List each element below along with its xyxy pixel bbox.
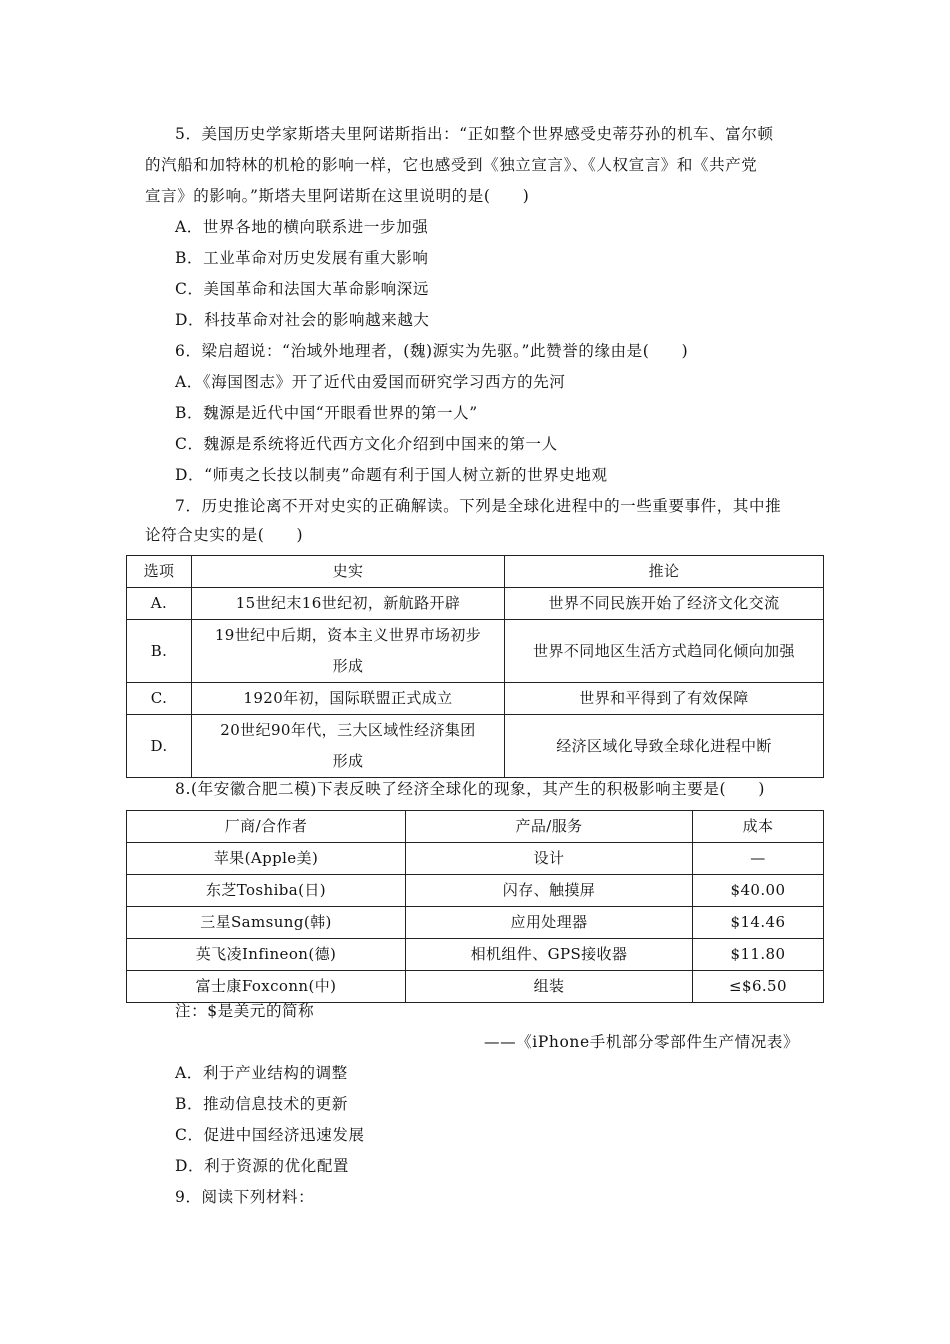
q5-stem-line1: 5．美国历史学家斯塔夫里阿诺斯指出：“正如整个世界感受史蒂芬孙的机车、富尔顿 (175, 125, 774, 143)
table-row (127, 843, 824, 875)
q6-option-b: B．魏源是近代中国“开眼看世界的第一人” (175, 404, 478, 422)
table-header-row (127, 556, 824, 588)
q5-option-b: B．工业革命对历史发展有重大影响 (175, 249, 429, 267)
table-cell: 应用处理器 (406, 907, 693, 939)
table-cell: 世界不同地区生活方式趋同化倾向加强 (505, 620, 824, 683)
table-cell-line: 形成 (332, 752, 364, 770)
table-cell: ≤$6.50 (693, 971, 824, 1003)
table-header-cell: 成本 (693, 811, 824, 843)
q7-table (126, 555, 824, 778)
table-header-cell: 厂商/合作者 (127, 811, 406, 843)
q7-stem-line2: 论符合史实的是( ) (145, 526, 304, 544)
q6-stem: 6．梁启超说：“治域外地理者，(魏)源实为先驱。”此赞誉的缘由是( ) (175, 342, 689, 360)
table-cell: $14.46 (693, 907, 824, 939)
table-cell-line: 19世纪中后期，资本主义世界市场初步 (214, 626, 482, 644)
table-cell: 世界不同民族开始了经济文化交流 (505, 588, 824, 620)
q8-stem: 8.(年安徽合肥二模)下表反映了经济全球化的现象，其产生的积极影响主要是( ) (175, 780, 765, 798)
q9-stem: 9．阅读下列材料： (175, 1188, 315, 1206)
table-cell: 设计 (406, 843, 693, 875)
q8-option-d: D．利于资源的优化配置 (175, 1157, 350, 1175)
table-row (127, 620, 824, 683)
table-cell: 经济区域化导致全球化进程中断 (505, 715, 824, 778)
q5-option-a: A．世界各地的横向联系进一步加强 (175, 218, 429, 236)
table-row (127, 683, 824, 715)
table-cell: 组装 (406, 971, 693, 1003)
table-cell: 相机组件、GPS接收器 (406, 939, 693, 971)
table-cell: 富士康Foxconn(中) (127, 971, 406, 1003)
table-cell-line: 形成 (332, 657, 364, 675)
table-cell: 苹果(Apple美) (127, 843, 406, 875)
table-cell: 英飞凌Infineon(德) (127, 939, 406, 971)
table-cell: D. (127, 715, 192, 778)
table-header-cell: 选项 (127, 556, 192, 588)
q5-option-c: C．美国革命和法国大革命影响深远 (175, 280, 429, 298)
table-cell: 15世纪末16世纪初，新航路开辟 (192, 588, 505, 620)
table-cell (192, 715, 505, 778)
table-header-cell: 产品/服务 (406, 811, 693, 843)
q5-stem-line2: 的汽船和加特林的机枪的影响一样，它也感受到《独立宣言》、《人权宣言》和《共产党 (145, 156, 758, 174)
table-header-cell: 史实 (192, 556, 505, 588)
q8-table (126, 810, 824, 1003)
q8-note: 注：$是美元的简称 (175, 1002, 315, 1020)
table-row (127, 875, 824, 907)
table-row (127, 971, 824, 1003)
q6-option-a: A．《海国图志》开了近代由爱国而研究学习西方的先河 (175, 373, 566, 391)
table-cell (192, 620, 505, 683)
q8-option-b: B．推动信息技术的更新 (175, 1095, 348, 1113)
q5-stem-line3: 宣言》的影响。”斯塔夫里阿诺斯在这里说明的是( ) (145, 187, 530, 205)
table-header-row (127, 811, 824, 843)
q6-option-c: C．魏源是系统将近代西方文化介绍到中国来的第一人 (175, 435, 558, 453)
table-cell: A. (127, 588, 192, 620)
q7-stem-line1: 7．历史推论离不开对史实的正确解读。下列是全球化进程中的一些重要事件，其中推 (175, 497, 782, 515)
table-cell: C. (127, 683, 192, 715)
table-cell: $11.80 (693, 939, 824, 971)
table-cell: $40.00 (693, 875, 824, 907)
table-cell: 世界和平得到了有效保障 (505, 683, 824, 715)
q8-table-source: ——《iPhone手机部分零部件生产情况表》 (484, 1033, 800, 1051)
q6-option-d: D．“师夷之长技以制夷”命题有利于国人树立新的世界史地观 (175, 466, 608, 484)
table-cell-line: 20世纪90年代，三大区域性经济集团 (220, 721, 476, 739)
q5-option-d: D．科技革命对社会的影响越来越大 (175, 311, 430, 329)
table-header-cell: 推论 (505, 556, 824, 588)
q8-option-c: C．促进中国经济迅速发展 (175, 1126, 365, 1144)
table-row (127, 588, 824, 620)
table-row (127, 939, 824, 971)
table-cell: B. (127, 620, 192, 683)
table-cell: 三星Samsung(韩) (127, 907, 406, 939)
table-cell: 1920年初，国际联盟正式成立 (192, 683, 505, 715)
table-cell: — (693, 843, 824, 875)
table-row (127, 715, 824, 778)
table-row (127, 907, 824, 939)
table-cell: 东芝Toshiba(日) (127, 875, 406, 907)
table-cell: 闪存、触摸屏 (406, 875, 693, 907)
q8-option-a: A．利于产业结构的调整 (175, 1064, 348, 1082)
